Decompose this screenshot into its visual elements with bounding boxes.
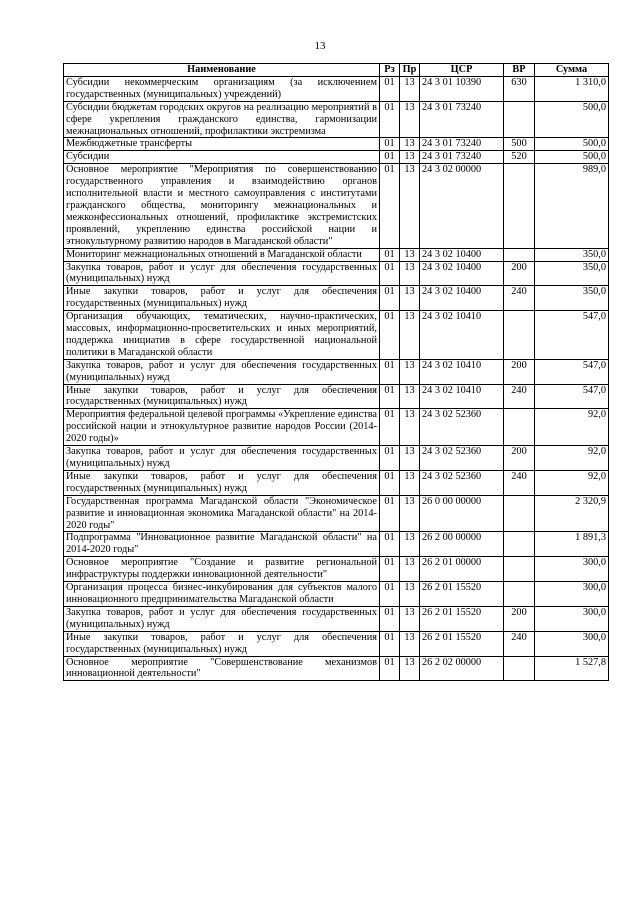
table-row	[64, 582, 609, 607]
cell-rz: 01	[380, 101, 400, 138]
cell-pr: 13	[400, 656, 420, 681]
cell-sum: 2 320,9	[535, 495, 609, 532]
cell-vr: 200	[504, 261, 535, 286]
table-row	[64, 384, 609, 409]
header-name: Наименование	[64, 64, 380, 77]
table-row	[64, 101, 609, 138]
table-row	[64, 248, 609, 261]
cell-vr	[504, 495, 535, 532]
cell-rz: 01	[380, 151, 400, 164]
cell-pr: 13	[400, 248, 420, 261]
cell-csr: 26 2 01 00000	[420, 557, 504, 582]
table-row	[64, 138, 609, 151]
cell-sum: 547,0	[535, 359, 609, 384]
cell-pr: 13	[400, 582, 420, 607]
cell-csr: 24 3 01 73240	[420, 101, 504, 138]
cell-name: Организация обучающих, тематических, научно-практических, массовых, информационно-просветительских и иных мероприятий, поддержка инициатив в сфере государственной национальной политики в Магаданской области	[64, 311, 380, 360]
cell-pr: 13	[400, 606, 420, 631]
table-row	[64, 631, 609, 656]
cell-vr	[504, 101, 535, 138]
table-row	[64, 557, 609, 582]
cell-rz: 01	[380, 261, 400, 286]
cell-pr: 13	[400, 261, 420, 286]
cell-csr: 26 2 01 15520	[420, 606, 504, 631]
cell-rz: 01	[380, 656, 400, 681]
cell-pr: 13	[400, 164, 420, 248]
cell-pr: 13	[400, 384, 420, 409]
table-row	[64, 286, 609, 311]
cell-sum: 547,0	[535, 311, 609, 360]
cell-name: Межбюджетные трансферты	[64, 138, 380, 151]
table-row	[64, 409, 609, 446]
cell-pr: 13	[400, 470, 420, 495]
cell-pr: 13	[400, 532, 420, 557]
cell-pr: 13	[400, 286, 420, 311]
table-row	[64, 606, 609, 631]
cell-vr	[504, 532, 535, 557]
cell-csr: 24 3 02 10400	[420, 248, 504, 261]
cell-name: Подпрограмма "Инновационное развитие Магаданской области" на 2014-2020 годы"	[64, 532, 380, 557]
cell-pr: 13	[400, 151, 420, 164]
header-sum: Сумма	[535, 64, 609, 77]
cell-vr: 500	[504, 138, 535, 151]
cell-rz: 01	[380, 470, 400, 495]
cell-csr: 24 3 02 52360	[420, 446, 504, 471]
cell-rz: 01	[380, 138, 400, 151]
table-row	[64, 76, 609, 101]
cell-pr: 13	[400, 446, 420, 471]
cell-sum: 1 527,8	[535, 656, 609, 681]
table-row	[64, 151, 609, 164]
header-csr: ЦСР	[420, 64, 504, 77]
cell-vr: 200	[504, 446, 535, 471]
cell-name: Государственная программа Магаданской области "Экономическое развитие и инновационная экономика Магаданской области" на 2014-2020 годы"	[64, 495, 380, 532]
cell-vr: 240	[504, 286, 535, 311]
cell-rz: 01	[380, 248, 400, 261]
cell-rz: 01	[380, 446, 400, 471]
cell-vr: 240	[504, 470, 535, 495]
cell-pr: 13	[400, 101, 420, 138]
cell-csr: 24 3 02 10400	[420, 261, 504, 286]
cell-vr	[504, 557, 535, 582]
cell-pr: 13	[400, 359, 420, 384]
cell-sum: 500,0	[535, 138, 609, 151]
table-row	[64, 532, 609, 557]
cell-csr: 26 0 00 00000	[420, 495, 504, 532]
cell-csr: 24 3 02 10410	[420, 359, 504, 384]
header-pr: Пр	[400, 64, 420, 77]
cell-name: Субсидии	[64, 151, 380, 164]
cell-csr: 24 3 02 10400	[420, 286, 504, 311]
table-row	[64, 359, 609, 384]
table-row	[64, 656, 609, 681]
cell-sum: 500,0	[535, 101, 609, 138]
cell-csr: 26 2 01 15520	[420, 582, 504, 607]
header-rz: Рз	[380, 64, 400, 77]
cell-sum: 300,0	[535, 557, 609, 582]
cell-rz: 01	[380, 384, 400, 409]
header-row	[64, 64, 609, 77]
cell-sum: 547,0	[535, 384, 609, 409]
cell-vr: 200	[504, 359, 535, 384]
cell-sum: 989,0	[535, 164, 609, 248]
cell-rz: 01	[380, 359, 400, 384]
cell-csr: 24 3 02 10410	[420, 311, 504, 360]
cell-pr: 13	[400, 311, 420, 360]
cell-rz: 01	[380, 311, 400, 360]
cell-rz: 01	[380, 557, 400, 582]
cell-vr	[504, 656, 535, 681]
cell-csr: 24 3 02 52360	[420, 470, 504, 495]
cell-name: Основное мероприятие "Создание и развитие региональной инфраструктуры поддержки инновационной деятельности"	[64, 557, 380, 582]
cell-rz: 01	[380, 164, 400, 248]
cell-vr	[504, 164, 535, 248]
cell-pr: 13	[400, 409, 420, 446]
cell-csr: 26 2 00 00000	[420, 532, 504, 557]
cell-csr: 24 3 01 73240	[420, 151, 504, 164]
cell-name: Основное мероприятие "Мероприятия по совершенствованию государственного управления и взаимодействию органов исполнительной власти и местного самоуправления с институтами гражданского общества, мониторингу межнациональных и межконфессиональных отношений, профилактике экстремистских проявлений, укреплению единства российской нации и этнокультурному развитию народов в Магаданской области"	[64, 164, 380, 248]
cell-name: Закупка товаров, работ и услуг для обеспечения государственных (муниципальных) нужд	[64, 446, 380, 471]
table-row	[64, 261, 609, 286]
table-body	[64, 76, 609, 680]
cell-csr: 24 3 01 73240	[420, 138, 504, 151]
budget-table	[63, 63, 609, 681]
table-row	[64, 446, 609, 471]
cell-pr: 13	[400, 138, 420, 151]
cell-sum: 350,0	[535, 248, 609, 261]
cell-name: Основное мероприятие "Совершенствование механизмов инновационной деятельности"	[64, 656, 380, 681]
cell-vr: 630	[504, 76, 535, 101]
cell-sum: 92,0	[535, 470, 609, 495]
cell-sum: 1 310,0	[535, 76, 609, 101]
cell-pr: 13	[400, 557, 420, 582]
cell-sum: 500,0	[535, 151, 609, 164]
cell-sum: 92,0	[535, 409, 609, 446]
cell-sum: 300,0	[535, 606, 609, 631]
table-row	[64, 495, 609, 532]
cell-rz: 01	[380, 631, 400, 656]
header-vr: ВР	[504, 64, 535, 77]
cell-sum: 300,0	[535, 631, 609, 656]
cell-name: Закупка товаров, работ и услуг для обеспечения государственных (муниципальных) нужд	[64, 261, 380, 286]
cell-vr	[504, 409, 535, 446]
cell-name: Иные закупки товаров, работ и услуг для обеспечения государственных (муниципальных) нужд	[64, 286, 380, 311]
cell-csr: 24 3 02 00000	[420, 164, 504, 248]
table-row	[64, 311, 609, 360]
cell-name: Иные закупки товаров, работ и услуг для обеспечения государственных (муниципальных) нужд	[64, 631, 380, 656]
cell-name: Субсидии бюджетам городских округов на реализацию мероприятий в сфере укрепления гражданского единства, гармонизации межнациональных отношений, профилактики экстремизма	[64, 101, 380, 138]
cell-sum: 92,0	[535, 446, 609, 471]
cell-rz: 01	[380, 409, 400, 446]
cell-vr	[504, 248, 535, 261]
cell-csr: 26 2 01 15520	[420, 631, 504, 656]
table-row	[64, 164, 609, 248]
cell-vr: 240	[504, 631, 535, 656]
cell-rz: 01	[380, 286, 400, 311]
cell-sum: 350,0	[535, 261, 609, 286]
cell-vr: 520	[504, 151, 535, 164]
cell-csr: 26 2 02 00000	[420, 656, 504, 681]
cell-name: Субсидии некоммерческим организациям (за исключением государственных (муниципальных) учреждений)	[64, 76, 380, 101]
cell-rz: 01	[380, 606, 400, 631]
table-row	[64, 470, 609, 495]
cell-vr	[504, 582, 535, 607]
cell-rz: 01	[380, 76, 400, 101]
cell-name: Мониторинг межнациональных отношений в Магаданской области	[64, 248, 380, 261]
cell-name: Закупка товаров, работ и услуг для обеспечения государственных (муниципальных) нужд	[64, 606, 380, 631]
cell-sum: 1 891,3	[535, 532, 609, 557]
cell-csr: 24 3 01 10390	[420, 76, 504, 101]
cell-rz: 01	[380, 532, 400, 557]
cell-name: Мероприятия федеральной целевой программы «Укрепление единства российской нации и этнокультурное развитие народов России (2014-2020 годы)»	[64, 409, 380, 446]
cell-sum: 300,0	[535, 582, 609, 607]
cell-pr: 13	[400, 495, 420, 532]
cell-pr: 13	[400, 76, 420, 101]
cell-rz: 01	[380, 495, 400, 532]
cell-csr: 24 3 02 52360	[420, 409, 504, 446]
cell-csr: 24 3 02 10410	[420, 384, 504, 409]
cell-pr: 13	[400, 631, 420, 656]
page-number: 13	[314, 40, 326, 52]
cell-name: Организация процесса бизнес-инкубирования для субъектов малого инновационного предпринимательства Магаданской области	[64, 582, 380, 607]
cell-vr	[504, 311, 535, 360]
cell-name: Иные закупки товаров, работ и услуг для обеспечения государственных (муниципальных) нужд	[64, 384, 380, 409]
cell-vr: 200	[504, 606, 535, 631]
cell-name: Иные закупки товаров, работ и услуг для обеспечения государственных (муниципальных) нужд	[64, 470, 380, 495]
cell-vr: 240	[504, 384, 535, 409]
cell-sum: 350,0	[535, 286, 609, 311]
cell-name: Закупка товаров, работ и услуг для обеспечения государственных (муниципальных) нужд	[64, 359, 380, 384]
cell-rz: 01	[380, 582, 400, 607]
